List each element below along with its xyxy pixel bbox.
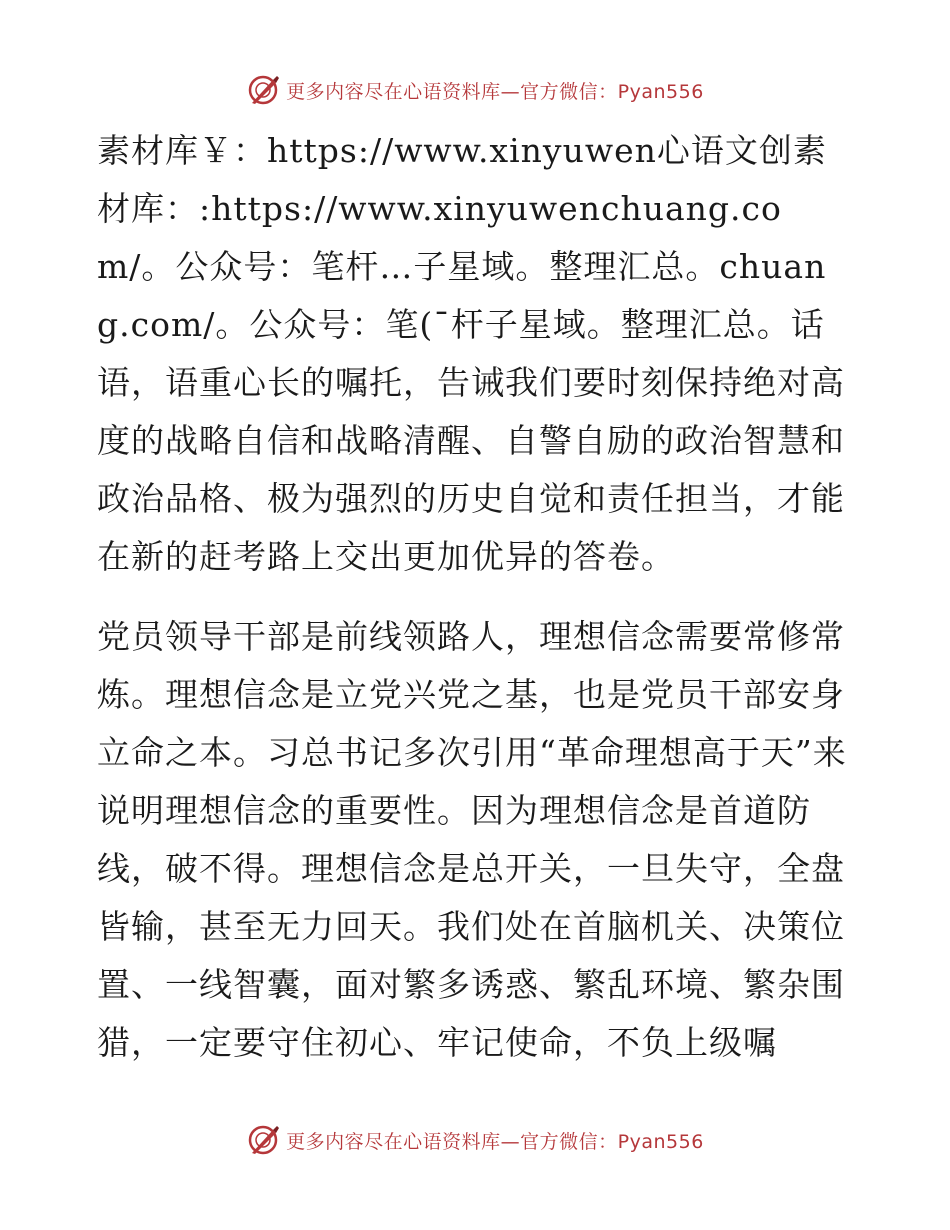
banner-text — [286, 1127, 704, 1154]
paragraph-1: 素材库￥：https://www.xinyuwen心语文创素材库：:https://www.xinyuwenchuang.com/。公众号：笔杆…子星域。整理汇总。chuang.com/。公众号：笔(¯杆子星域。整理汇总。话语，语重心长的嘱托，告诫我们要时刻保持绝对高度的战略自信和战略清醒、自警自励的政治智慧和政治品格、极为强烈的历史自觉和责任担当，才能在新的赶考路上交出更加优异的答卷。 — [97, 131, 845, 576]
document-body — [97, 122, 853, 1072]
banner-text — [286, 77, 704, 104]
footer-banner — [0, 1120, 950, 1160]
banner-promo-text: 更多内容尽在心语资料库—官方微信： — [286, 1130, 618, 1153]
pen-logo-icon — [246, 1123, 280, 1157]
pen-logo-icon — [246, 73, 280, 107]
wechat-id: Pyan556 — [617, 80, 704, 103]
wechat-id: Pyan556 — [617, 1130, 704, 1153]
banner-promo-text: 更多内容尽在心语资料库—官方微信： — [286, 80, 618, 103]
header-banner — [0, 70, 950, 110]
paragraph-2: 党员领导干部是前线领路人，理想信念需要常修常炼。理想信念是立党兴党之基，也是党员干部安身立命之本。习总书记多次引用“革命理想高于天”来说明理想信念的重要性。因为理想信念是首道防线，破不得。理想信念是总开关，一旦失守，全盘皆输，甚至无力回天。我们处在首脑机关、决策位置、一线智囊，面对繁多诱惑、繁乱环境、繁杂围猎，一定要守住初心、牢记使命，不负上级嘱 — [97, 617, 847, 1062]
